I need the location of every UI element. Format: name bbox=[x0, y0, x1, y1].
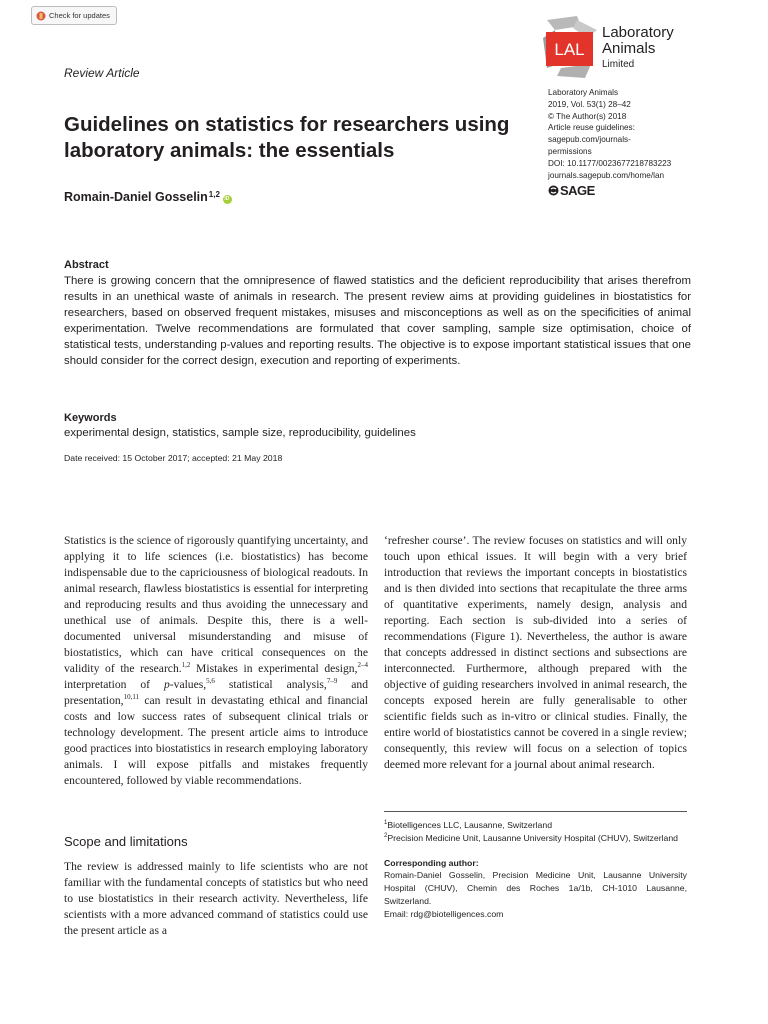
ref-citation[interactable]: 5,6 bbox=[206, 677, 215, 686]
copyright: © The Author(s) 2018 bbox=[548, 111, 627, 121]
logo-name-line1: Laboratory bbox=[602, 24, 674, 41]
journal-info bbox=[548, 87, 728, 181]
keywords-text: experimental design, statistics, sample size, reproducibility, guidelines bbox=[64, 427, 416, 439]
journal-name: Laboratory Animals bbox=[548, 88, 619, 97]
footnotes bbox=[384, 819, 687, 921]
footnote-2 bbox=[384, 832, 687, 845]
section-heading-scope: Scope and limitations bbox=[64, 834, 188, 849]
intro-paragraph bbox=[64, 533, 368, 789]
intro-text-d: -values, bbox=[169, 678, 207, 691]
abstract-heading: Abstract bbox=[64, 259, 109, 271]
logo-name-line2: Animals bbox=[602, 40, 656, 57]
reuse-guidelines-link-2[interactable]: permissions bbox=[548, 146, 592, 156]
crossmark-icon bbox=[36, 11, 46, 21]
corresponding-author-text: Romain-Daniel Gosselin, Precision Medicine Unit, Lausanne University Hospital (CHUV), Chemin des Roches 1a/1b, CH-1010 Lausanne, Switzerland. bbox=[384, 870, 687, 906]
orcid-icon[interactable] bbox=[223, 195, 232, 204]
scope-paragraph: The review is addressed mainly to life scientists who are not familiar with the fundamental concepts of statistics but who need to use biostatistics in their research activity. Nevertheless, life scientists with a more advanced command of statistics could use the present article as a bbox=[64, 860, 368, 937]
dates-received: Date received: 15 October 2017; accepted: 21 May 2018 bbox=[64, 453, 283, 463]
reuse-guidelines-label: Article reuse guidelines: bbox=[548, 123, 635, 133]
check-for-updates-badge[interactable] bbox=[31, 6, 117, 25]
article-type: Review Article bbox=[64, 66, 140, 80]
journal-volume: 2019, Vol. 53(1) 28–42 bbox=[548, 99, 631, 109]
footnote-1-text: Biotelligences LLC, Lausanne, Switzerland bbox=[387, 820, 553, 830]
author-name: Romain-Daniel Gosselin bbox=[64, 190, 208, 204]
ref-citation[interactable]: 2–4 bbox=[357, 661, 368, 670]
intro-text-a: Statistics is the science of rigorously quantifying uncertainty, and applying it to life sciences (i.e. biostatistics) has become indispensable due to the capriciousness of biological readouts. In animal research, flawless biostatistics is essential for interpreting and reproducing results and thus avoiding the unnecessary and unethical use of animals. Despite this, there is a well-documented universal misunderstanding and misuse of biostatistics, which can have critical consequences on the validity of the research. bbox=[64, 534, 368, 675]
p-italic: p bbox=[163, 678, 170, 691]
author-affiliation: 1,2 bbox=[208, 190, 220, 199]
logo-name bbox=[602, 25, 674, 57]
doi[interactable]: DOI: 10.1177/0023677218783223 bbox=[548, 158, 672, 168]
logo-sub: Limited bbox=[602, 59, 635, 70]
ref-citation[interactable]: 10,11 bbox=[123, 693, 140, 702]
intro-text-f: and presentation, bbox=[64, 678, 368, 707]
corresponding-author-heading: Corresponding author: bbox=[384, 857, 479, 868]
corresponding-email[interactable]: Email: rdg@biotelligences.com bbox=[384, 908, 504, 919]
intro-text-e: statistical analysis, bbox=[214, 678, 327, 691]
logo-mark-text: LAL bbox=[554, 40, 585, 59]
footnote-divider bbox=[384, 811, 687, 812]
article-title: Guidelines on statistics for researchers using laboratory animals: the essentials bbox=[64, 113, 510, 162]
journal-url[interactable]: journals.sagepub.com/home/lan bbox=[548, 170, 665, 180]
intro-text-b: Mistakes in experimental design, bbox=[190, 662, 358, 675]
author-line bbox=[64, 190, 232, 204]
intro-text-c: interpretation of bbox=[64, 678, 164, 691]
sage-icon bbox=[548, 185, 559, 196]
footnote-1-num: 1 bbox=[384, 820, 388, 827]
sage-text: SAGE bbox=[560, 183, 595, 198]
sage-logo bbox=[548, 183, 595, 198]
check-badge-label: Check for updates bbox=[49, 11, 110, 20]
ref-citation[interactable]: 7–9 bbox=[326, 677, 338, 686]
intro-text-g: can result in devastating ethical and financial costs and low success rates of subsequent clinical trials or technology development. The present article aims to introduce good practices into biostatistics in research employing laboratory animals. I will expose pitfalls and mistakes frequently encountered, followed by viable recommendations. bbox=[64, 694, 368, 787]
reuse-guidelines-link[interactable]: sagepub.com/journals- bbox=[548, 135, 631, 145]
right-column-paragraph: ‘refresher course’. The review focuses on statistics and will only touch upon ethical issues. It will begin with a very brief introduction that reviews the important concepts in biostatistics and is then divided into sections that recapitulate the three arms of quantitative experiments, namely design, analysis and reporting. Each section is sub-divided into a series of recommendations (Figure 1). Nevertheless, the author is aware that concepts addressed in distinct sections and subsections are interconnected. Furthermore, although prepared with the objective of guiding researchers involved in animal research, the concepts exposed herein are fully generalisable to other scientific fields such as in-vitro or clinical studies. Finally, the entire world of biostatistics cannot be covered in a single review; consequently, this review will focus on a selection of topics deemed more relevant for a journal about animal research. bbox=[384, 534, 687, 771]
abstract-text: There is growing concern that the omnipresence of flawed statistics and the deficient reproducibility that arises therefrom results in an unethical waste of animals in research. The present review aims at providing guidelines in biostatistics for researchers, based on observed frequent mistakes, misuses and misconceptions as well as on the specificities of animal experimentation. Twelve recommendations are formulated that cover sampling, sample size optimisation, choice of statistical tests, understanding p-values and reporting results. The objective is to expose important statistical issues that one should consider for the correct design, execution and reporting of experiments. bbox=[64, 275, 691, 368]
journal-logo bbox=[541, 16, 701, 82]
lal-logo-mark bbox=[541, 16, 601, 80]
keywords-heading: Keywords bbox=[64, 412, 117, 424]
footnote-2-num: 2 bbox=[384, 832, 388, 839]
ref-citation[interactable]: 1,2 bbox=[181, 661, 191, 670]
footnote-2-text: Precision Medicine Unit, Lausanne University Hospital (CHUV), Switzerland bbox=[387, 832, 679, 843]
footnote-1 bbox=[384, 819, 687, 832]
